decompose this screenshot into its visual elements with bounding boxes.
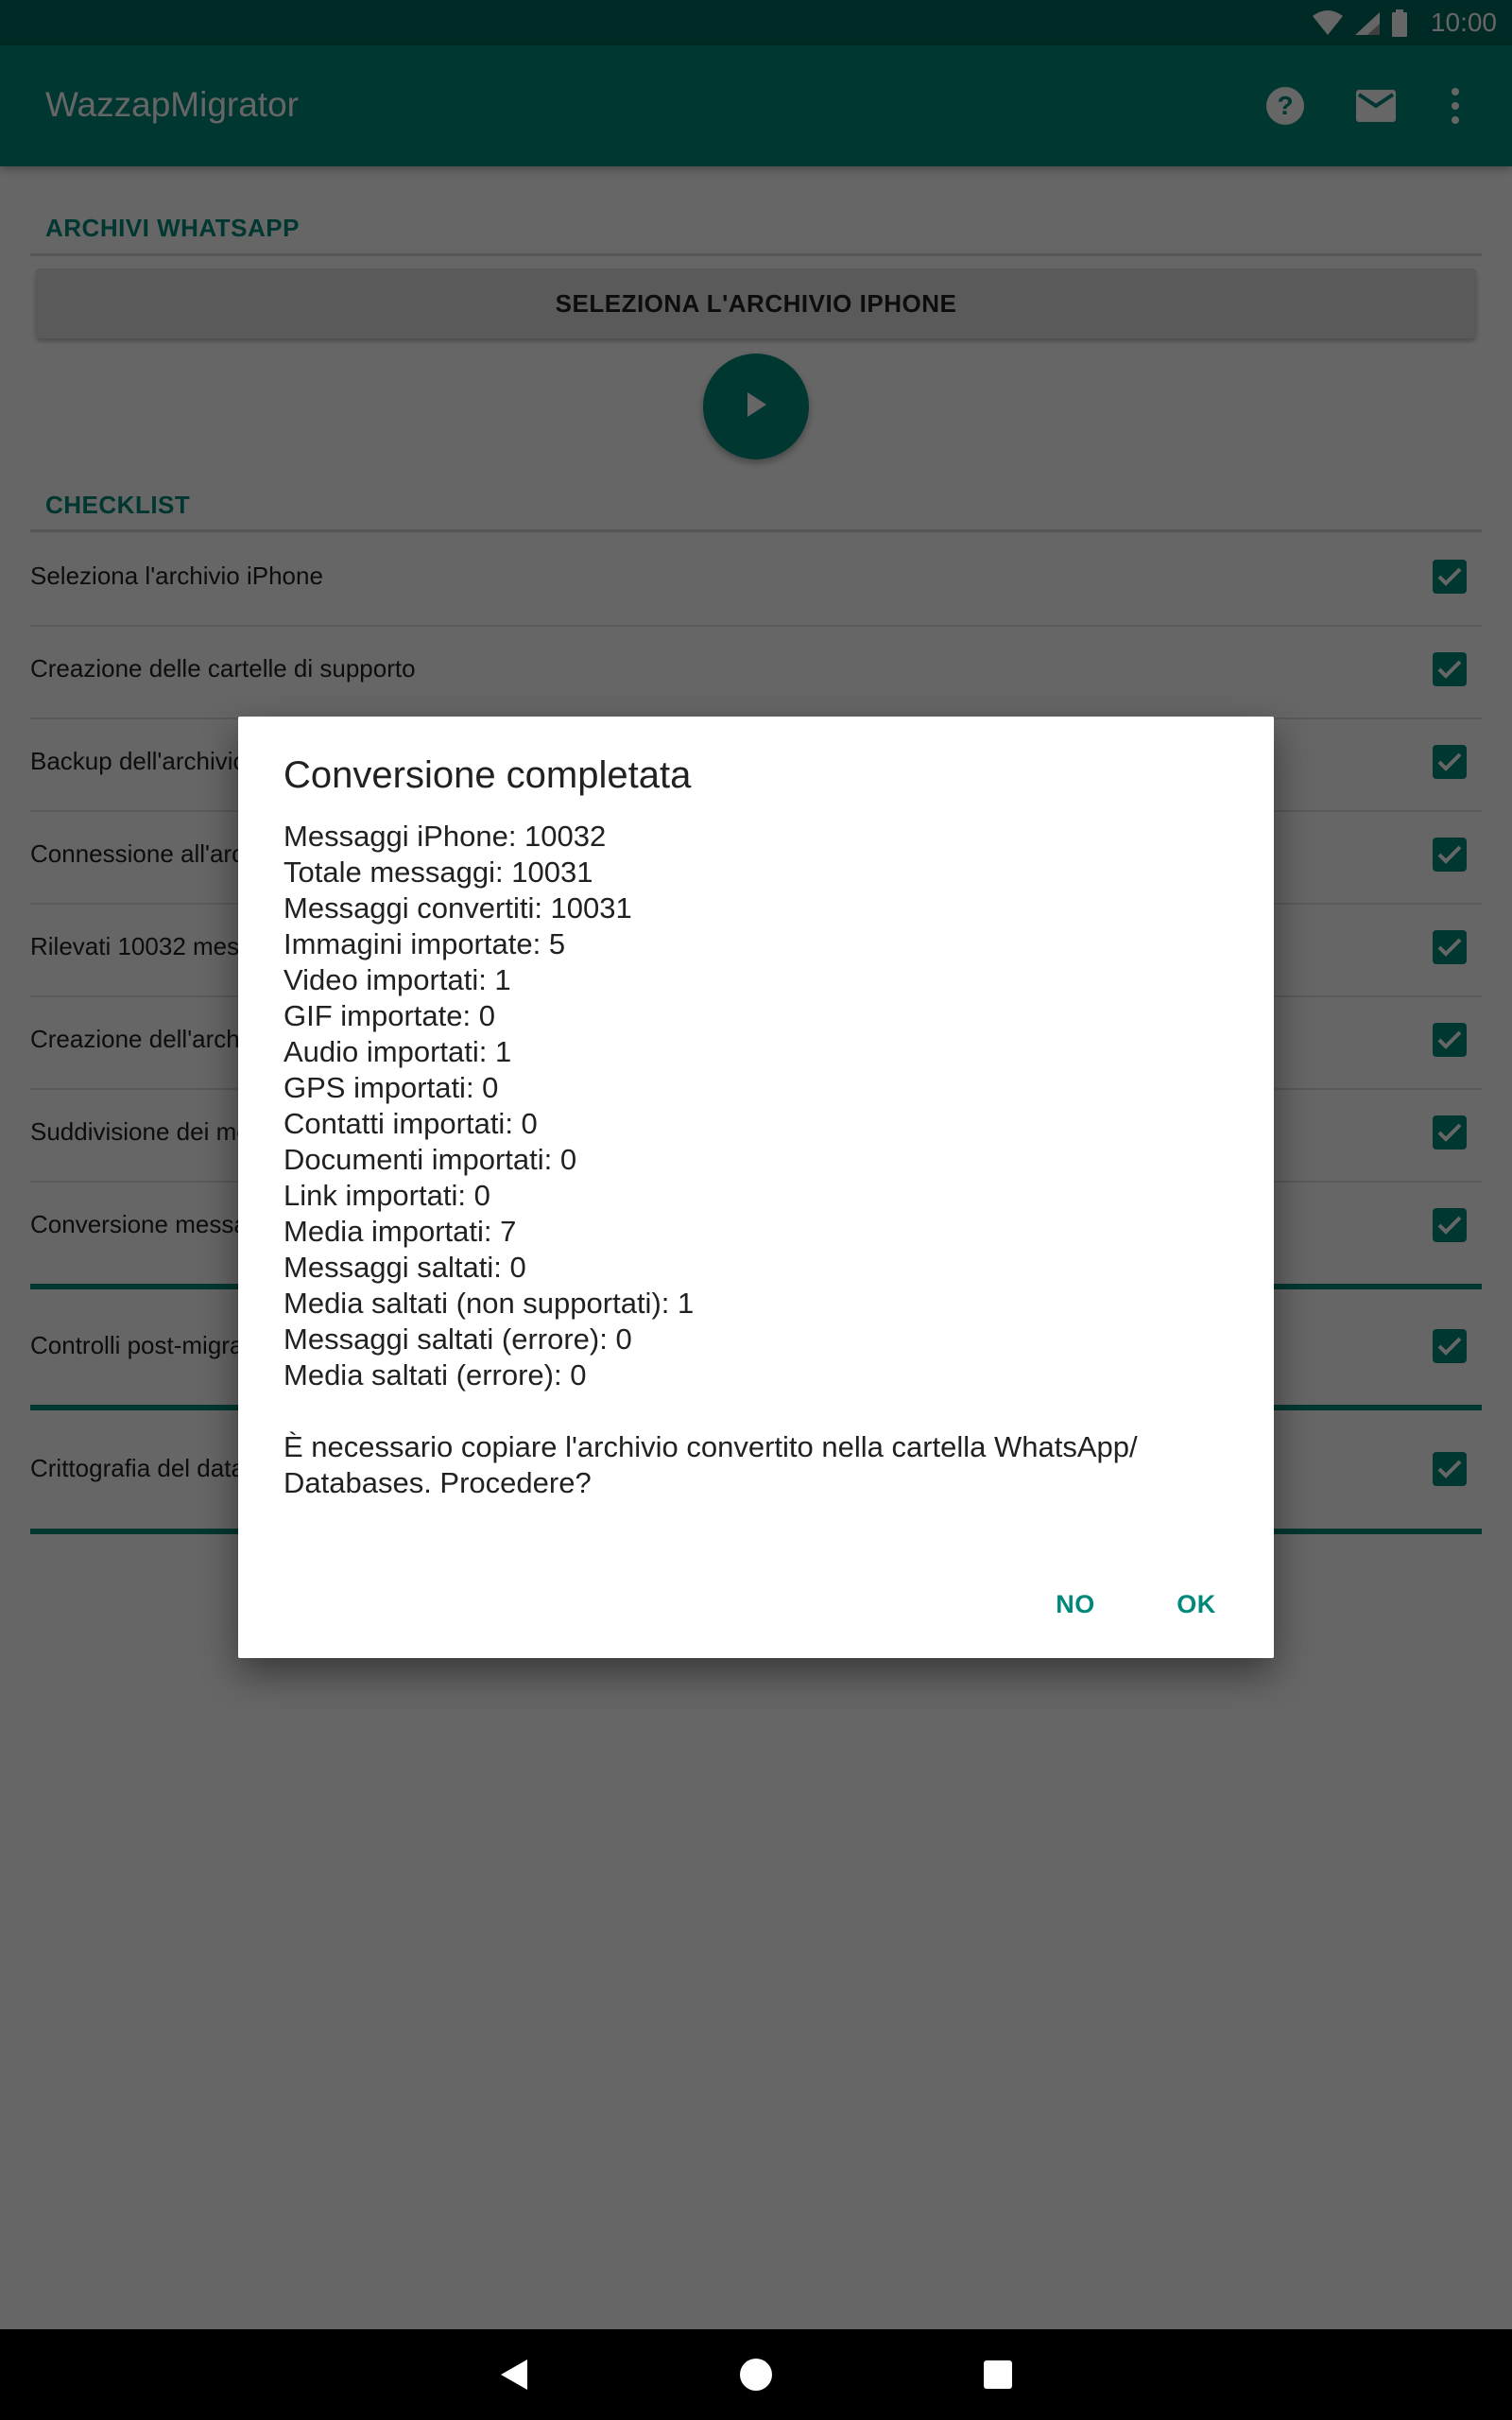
dialog-message [284, 819, 1228, 1501]
stat-line: GIF importate: 0 [284, 999, 495, 1032]
stat-line: Messaggi saltati (errore): 0 [284, 1322, 632, 1356]
back-icon[interactable] [493, 2354, 535, 2395]
stat-line: Contatti importati: 0 [284, 1107, 538, 1140]
stat-line: Documenti importati: 0 [284, 1143, 577, 1176]
no-button[interactable]: NO [1040, 1579, 1111, 1630]
dialog-question: È necessario copiare l'archivio convertito nella cartella WhatsApp/ Databases. Procedere? [284, 1430, 1138, 1499]
home-icon[interactable] [735, 2354, 777, 2395]
conversion-complete-dialog [238, 717, 1274, 1658]
stat-line: Media saltati (errore): 0 [284, 1358, 587, 1392]
stat-line: Immagini importate: 5 [284, 927, 566, 960]
stat-line: GPS importati: 0 [284, 1071, 499, 1104]
stat-line: Messaggi convertiti: 10031 [284, 891, 632, 925]
ok-button[interactable]: OK [1160, 1579, 1232, 1630]
stat-line: Audio importati: 1 [284, 1035, 512, 1068]
stat-line: Media importati: 7 [284, 1215, 517, 1248]
stat-line: Messaggi saltati: 0 [284, 1251, 526, 1284]
navigation-bar [0, 2329, 1512, 2420]
stat-line: Link importati: 0 [284, 1179, 490, 1212]
stat-line: Messaggi iPhone: 10032 [284, 820, 607, 853]
stat-line: Totale messaggi: 10031 [284, 856, 593, 889]
dialog-title: Conversione completata [284, 754, 692, 796]
stat-line: Video importati: 1 [284, 963, 511, 996]
stat-line: Media saltati (non supportati): 1 [284, 1287, 695, 1320]
recents-icon[interactable] [977, 2354, 1019, 2395]
